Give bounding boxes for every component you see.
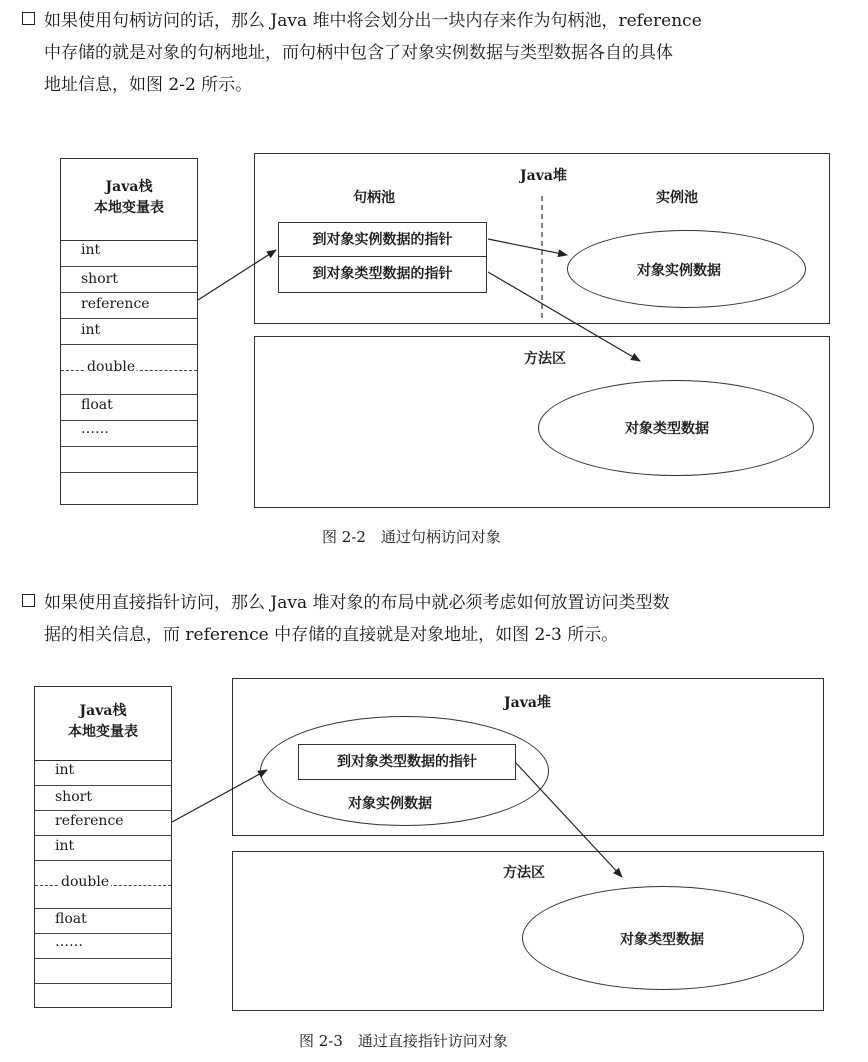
stack-row-double: double	[61, 345, 197, 395]
type-data-label: 对象类型数据	[625, 421, 709, 437]
figure-caption: 图 2-3 通过直接指针访问对象	[299, 1032, 508, 1050]
arrow-object-to-type	[516, 763, 622, 877]
stack-title: Java栈	[105, 179, 153, 195]
handle-pool-label: 句柄池	[353, 190, 395, 206]
stack-row: int	[35, 836, 171, 861]
pointer-to-type-data: 到对象类型数据的指针	[337, 754, 477, 770]
stack-row: reference	[35, 811, 171, 836]
paragraph-line: 据的相关信息，而 reference 中存储的直接就是对象地址，如图 2-3 所示。	[44, 625, 619, 645]
stack-row: short	[61, 267, 197, 293]
instance-pool-label: 实例池	[656, 190, 698, 206]
arrow-handle-to-type	[488, 272, 640, 361]
heap-label: Java堆	[520, 168, 567, 184]
paragraph-line: 如果使用直接指针访问，那么 Java 堆对象的布局中就必须考虑如何放置访问类型数	[44, 593, 670, 613]
pointer-to-instance-data: 到对象实例数据的指针	[279, 223, 486, 257]
figure-caption: 图 2-2 通过句柄访问对象	[322, 528, 501, 546]
arrow-reference-to-object	[172, 770, 267, 822]
stack-row: reference	[61, 293, 197, 319]
arrow-handle-to-instance	[488, 239, 567, 255]
pointer-to-type-data: 到对象类型数据的指针	[312, 266, 453, 282]
stack-row: ……	[61, 421, 197, 447]
stack-row: short	[35, 786, 171, 811]
paragraph-line: 中存储的就是对象的句柄地址，而句柄中包含了对象实例数据与类型数据各自的具体	[44, 43, 673, 63]
method-area-label: 方法区	[524, 351, 566, 367]
stack-row: float	[61, 395, 197, 421]
paragraph-line: 地址信息，如图 2-2 所示。	[44, 75, 253, 95]
stack-subtitle: 本地变量表	[94, 200, 164, 216]
stack-row: int	[61, 241, 197, 267]
stack-title: Java栈	[79, 703, 127, 719]
stack-row: int	[35, 761, 171, 786]
stack-row: ……	[35, 934, 171, 959]
instance-data-label: 对象实例数据	[637, 263, 721, 279]
stack-subtitle: 本地变量表	[68, 724, 138, 740]
stack-row: int	[61, 319, 197, 345]
stack-row-double: double	[35, 861, 171, 909]
instance-data-label: 对象实例数据	[348, 796, 432, 812]
type-data-label: 对象类型数据	[620, 932, 704, 948]
method-area-label: 方法区	[503, 865, 545, 881]
stack-row: float	[35, 909, 171, 934]
heap-label: Java堆	[504, 695, 551, 711]
arrow-reference-to-handle	[198, 250, 276, 300]
paragraph-line: 如果使用句柄访问的话，那么 Java 堆中将会划分出一块内存来作为句柄池，reference	[44, 11, 702, 31]
